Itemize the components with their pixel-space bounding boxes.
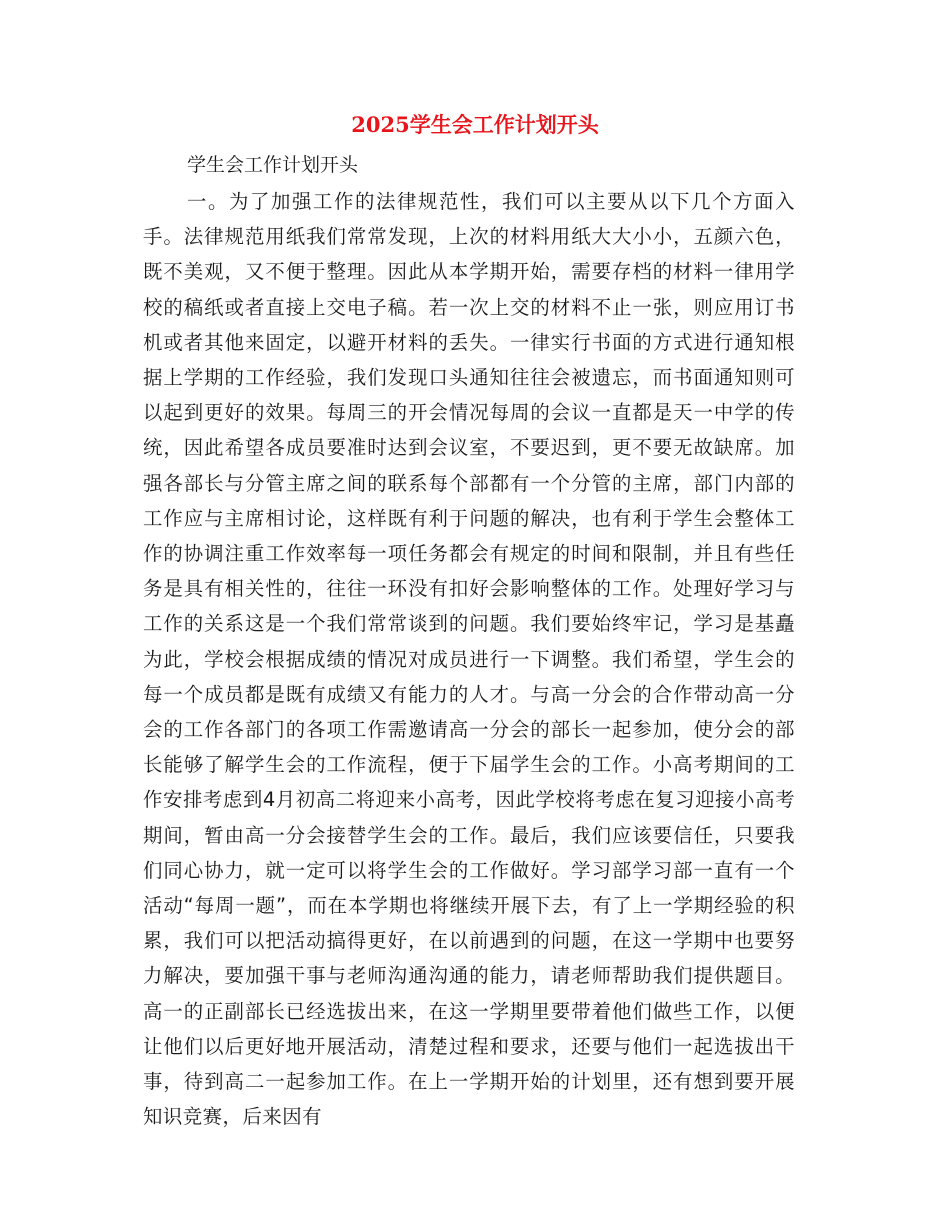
document-body-paragraph: 一。为了加强工作的法律规范性，我们可以主要从以下几个方面入手。法律规范用纸我们常常发现，上次的材料用纸大大小小，五颜六色，既不美观，又不便于整理。因此从本学期开始，需要存档的材料一律用学校的稿纸或者直接上交电子稿。若一次上交的材料不止一张，则应用订书机或者其他来固定，以避开材料的丢失。一律实行书面的方式进行通知根据上学期的工作经验，我们发现口头通知往往会被遗忘，而书面通知则可以起到更好的效果。每周三的开会情况每周的会议一直都是天一中学的传统，因此希望各成员要准时达到会议室，不要迟到，更不要无故缺席。加强各部长与分管主席之间的联系每个部都有一个分管的主席，部门内部的工作应与主席相讨论，这样既有利于问题的解决，也有利于学生会整体工作的协调注重工作效率每一项任务都会有规定的时间和限制，并且有些任务是具有相关性的，往往一环没有扣好会影响整体的工作。处理好学习与工作的关系这是一个我们常常谈到的问题。我们要始终牢记，学习是基矗为此，学校会根据成绩的情况对成员进行一下调整。我们希望，学生会的每一个成员都是既有成绩又有能力的人才。与高一分会的合作带动高一分会的工作各部门的各项工作需邀请高一分会的部长一起参加，使分会的部长能够了解学生会的工作流程，便于下届学生会的工作。小高考期间的工作安排考虑到4月初高二将迎来小高考，因此学校将考虑在复习迎接小高考期间，暂由高一分会接替学生会的工作。最后，我们应该要信任，只要我们同心协力，就一定可以将学生会的工作做好。学习部学习部一直有一个活动“每周一题”，而在本学期也将继续开展下去，有了上一学期经验的积累，我们可以把活动搞得更好，在以前遇到的问题，在这一学期中也要努力解决，要加强干事与老师沟通沟通的能力，请老师帮助我们提供题目。高一的正副部长已经选拔出来，在这一学期里要带着他们做些工作，以便让他们以后更好地开展活动，清楚过程和要求，还要与他们一起选拔出干事，待到高二一起参加工作。在上一学期开始的计划里，还有想到要开展知识竞赛，后来因有 — [143, 190, 795, 1129]
document-subtitle: 学生会工作计划开头 — [187, 154, 359, 176]
document-title: 2025学生会工作计划开头 — [351, 112, 599, 137]
